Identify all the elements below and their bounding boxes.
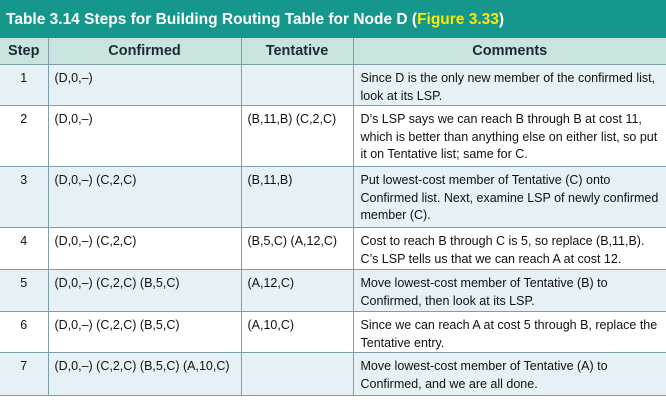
step-cell: 4 <box>0 228 48 270</box>
confirmed-cell: (D,0,–) (C,2,C) <box>48 228 241 270</box>
confirmed-cell: (D,0,–) (C,2,C) <box>48 167 241 228</box>
comment-cell: Move lowest-cost member of Tentative (A) to Confirmed, and we are all done. <box>353 353 666 396</box>
step-cell: 7 <box>0 353 48 396</box>
table-row <box>0 270 666 312</box>
tentative-cell: (B,5,C) (A,12,C) <box>241 228 353 270</box>
confirmed-cell: (D,0,–) <box>48 65 241 106</box>
table-row <box>0 106 666 167</box>
comment-cell: Cost to reach B through C is 5, so replace (B,11,B). C’s LSP tells us that we can reach A at cost 12. <box>353 228 666 270</box>
table-title <box>0 0 666 38</box>
confirmed-cell: (D,0,–) (C,2,C) (B,5,C) <box>48 312 241 353</box>
tentative-cell <box>241 353 353 396</box>
header-confirmed: Confirmed <box>48 38 241 65</box>
header-tentative: Tentative <box>241 38 353 65</box>
header-row <box>0 38 666 65</box>
tentative-cell: (A,10,C) <box>241 312 353 353</box>
step-cell: 6 <box>0 312 48 353</box>
figure-reference-link[interactable]: Figure 3.33 <box>417 11 499 28</box>
table-row <box>0 65 666 106</box>
comment-cell: Since D is the only new member of the confirmed list, look at its LSP. <box>353 65 666 106</box>
step-cell: 3 <box>0 167 48 228</box>
tentative-cell: (A,12,C) <box>241 270 353 312</box>
comment-cell: Since we can reach A at cost 5 through B, replace the Tentative entry. <box>353 312 666 353</box>
table-row <box>0 312 666 353</box>
header-step: Step <box>0 38 48 65</box>
confirmed-cell: (D,0,–) (C,2,C) (B,5,C) <box>48 270 241 312</box>
tentative-cell: (B,11,B) <box>241 167 353 228</box>
table-row <box>0 167 666 228</box>
confirmed-cell: (D,0,–) (C,2,C) (B,5,C) (A,10,C) <box>48 353 241 396</box>
step-cell: 1 <box>0 65 48 106</box>
comment-cell: Put lowest-cost member of Tentative (C) onto Confirmed list. Next, examine LSP of newly confirmed member (C). <box>353 167 666 228</box>
tentative-cell: (B,11,B) (C,2,C) <box>241 106 353 167</box>
tentative-cell <box>241 65 353 106</box>
step-cell: 5 <box>0 270 48 312</box>
header-comments: Comments <box>353 38 666 65</box>
table-title-suffix: ) <box>498 11 505 28</box>
comment-cell: D’s LSP says we can reach B through B at cost 11, which is better than anything else on either list, so put it on Tentative list; same for C. <box>353 106 666 167</box>
table-title-prefix: Table 3.14 Steps for Building Routing Table for Node D ( <box>6 11 418 28</box>
step-cell: 2 <box>0 106 48 167</box>
confirmed-cell: (D,0,–) <box>48 106 241 167</box>
table-row <box>0 228 666 270</box>
routing-steps-table <box>0 38 666 396</box>
table-row <box>0 353 666 396</box>
comment-cell: Move lowest-cost member of Tentative (B) to Confirmed, then look at its LSP. <box>353 270 666 312</box>
